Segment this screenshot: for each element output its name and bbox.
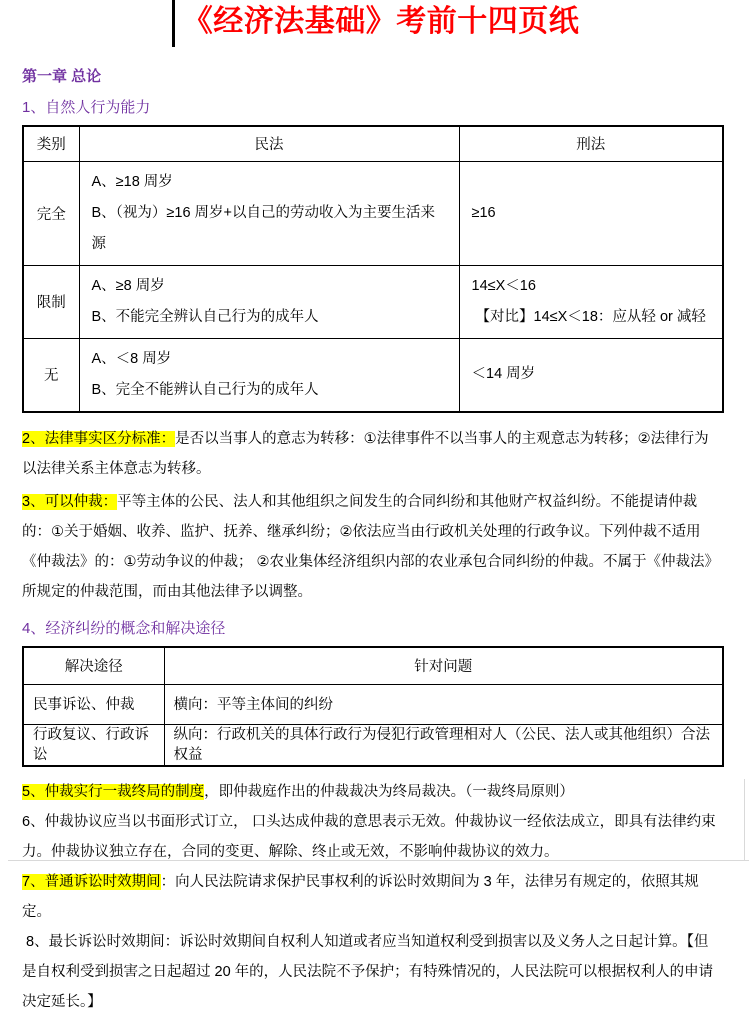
row-category: 无 [23, 338, 79, 412]
chapter-1-heading: 第一章 总论 [22, 68, 102, 85]
issue-cell [164, 685, 723, 725]
issue-cell [164, 725, 723, 767]
cell-line: B、完全不能辨认自己行为的成年人 [91, 381, 319, 398]
page-break-line-vertical [744, 779, 745, 861]
col-header-civil-law: 民法 [79, 126, 459, 161]
table-row [23, 685, 723, 725]
table-row [23, 725, 723, 767]
highlighted-lead: 5、仲裁实行一裁终局的制度 [22, 784, 205, 800]
col-header-issue: 针对问题 [164, 647, 723, 685]
para-arbitration-agreement: 6、仲裁协议应当以书面形式订立， 口头达成仲裁的意思表示无效。仲裁协议一经依法成立，即具有法律约束力。仲裁协议独立存在，合同的变更、解除、终止或无效，不影响仲裁协议的效力。 [22, 814, 716, 860]
section-4-heading: 4、经济纠纷的概念和解决途径 [22, 619, 226, 637]
capacity-table [22, 125, 724, 413]
cell-line: A、＜8 周岁 [91, 350, 172, 367]
para-body-text: 是否以当事人的意志为转移：①法律事件不以当事人的主观意志为转移；②法律行为以法律关系主体意志为转移。 [22, 430, 709, 477]
page-break-line-horizontal [8, 860, 749, 861]
way-cell [23, 725, 164, 767]
row-category: 限制 [23, 265, 79, 338]
para-ordinary-limitation [22, 867, 722, 927]
table-row [23, 338, 723, 412]
cell-line: B、不能完全辨认自己行为的成年人 [91, 308, 319, 325]
way-cell [23, 685, 164, 725]
cell-line: 14≤X＜16 [471, 277, 536, 294]
para-body-text: ，即仲裁庭作出的仲裁裁决为终局裁决。（一裁终局原则） [204, 784, 574, 800]
highlighted-lead: 2、法律事实区分标准： [22, 430, 176, 447]
title-cursor-bar [172, 0, 175, 47]
cell-line: 纵向：行政机关的具体行政行为侵犯行政管理相对人（公民、法人或其他组织）合法权益 [173, 727, 710, 763]
civil-law-cell [79, 265, 459, 338]
criminal-law-cell [459, 338, 723, 412]
civil-law-cell [79, 338, 459, 412]
col-header-criminal-law: 刑法 [459, 126, 723, 161]
para-arbitrable-matters [22, 487, 722, 607]
document-header [0, 0, 751, 50]
cell-line: ≥16 [471, 204, 496, 221]
civil-law-cell [79, 161, 459, 265]
page-title: 《经济法基础》考前十四页纸 [182, 5, 580, 38]
col-header-category: 类别 [23, 126, 79, 161]
highlighted-lead: 7、普通诉讼时效期间 [22, 874, 161, 890]
criminal-law-cell [459, 161, 723, 265]
section-1-heading: 1、自然人行为能力 [22, 99, 151, 116]
capacity-table-header-row [23, 126, 723, 161]
table-row [23, 265, 723, 338]
para-legal-fact-standard [22, 424, 722, 484]
para-arbitration-finality [22, 777, 722, 807]
para-body-text: 平等主体的公民、法人和其他组织之间发生的合同纠纷和其他财产权益纠纷。不能提请仲裁的：①关于婚姻、收养、监护、抚养、继承纠纷；②依法应当由行政机关处理的行政争议。下列仲裁不适用《仲裁法》的：①劳动争议的仲裁； ②农业集体经济组织内部的农业承包合同纠纷的仲裁。不属于《仲裁法》所规定的仲裁范围，而由其他法律予以调整。 [22, 493, 720, 600]
criminal-law-cell [459, 265, 723, 338]
cell-line: B、（视为）≥16 周岁+以自己的劳动收入为主要生活来源 [91, 204, 436, 252]
resolution-table-header-row [23, 647, 723, 685]
cell-line: 横向：平等主体间的纠纷 [173, 696, 333, 713]
col-header-way: 解决途径 [23, 647, 164, 685]
table-row [23, 161, 723, 265]
cell-line: 民事诉讼、仲裁 [33, 696, 135, 713]
cell-line: A、≥8 周岁 [91, 277, 165, 294]
highlighted-lead: 3、可以仲裁： [22, 493, 118, 510]
cell-line: 行政复议、行政诉讼 [33, 727, 149, 763]
row-category: 完全 [23, 161, 79, 265]
document-body [0, 67, 751, 1017]
para-maximum-limitation: 8、最长诉讼时效期间：诉讼时效期间自权利人知道或者应当知道权利受到损害以及义务人之日起计算。【但是自权利受到损害之日起超过 20 年的，人民法院不予保护；有特殊情况的，人民法院可以根据权利人的申请决定延长。】 [22, 934, 714, 1010]
dispute-resolution-table [22, 646, 724, 768]
cell-line: 【对比】14≤X＜18：应从轻 or 减轻 [471, 308, 706, 325]
cell-line: ＜14 周岁 [471, 366, 536, 382]
para-body-text: ：向人民法院请求保护民事权利的诉讼时效期间为 3 年，法律另有规定的，依照其规定。 [22, 874, 699, 920]
cell-line: A、≥18 周岁 [91, 173, 173, 190]
